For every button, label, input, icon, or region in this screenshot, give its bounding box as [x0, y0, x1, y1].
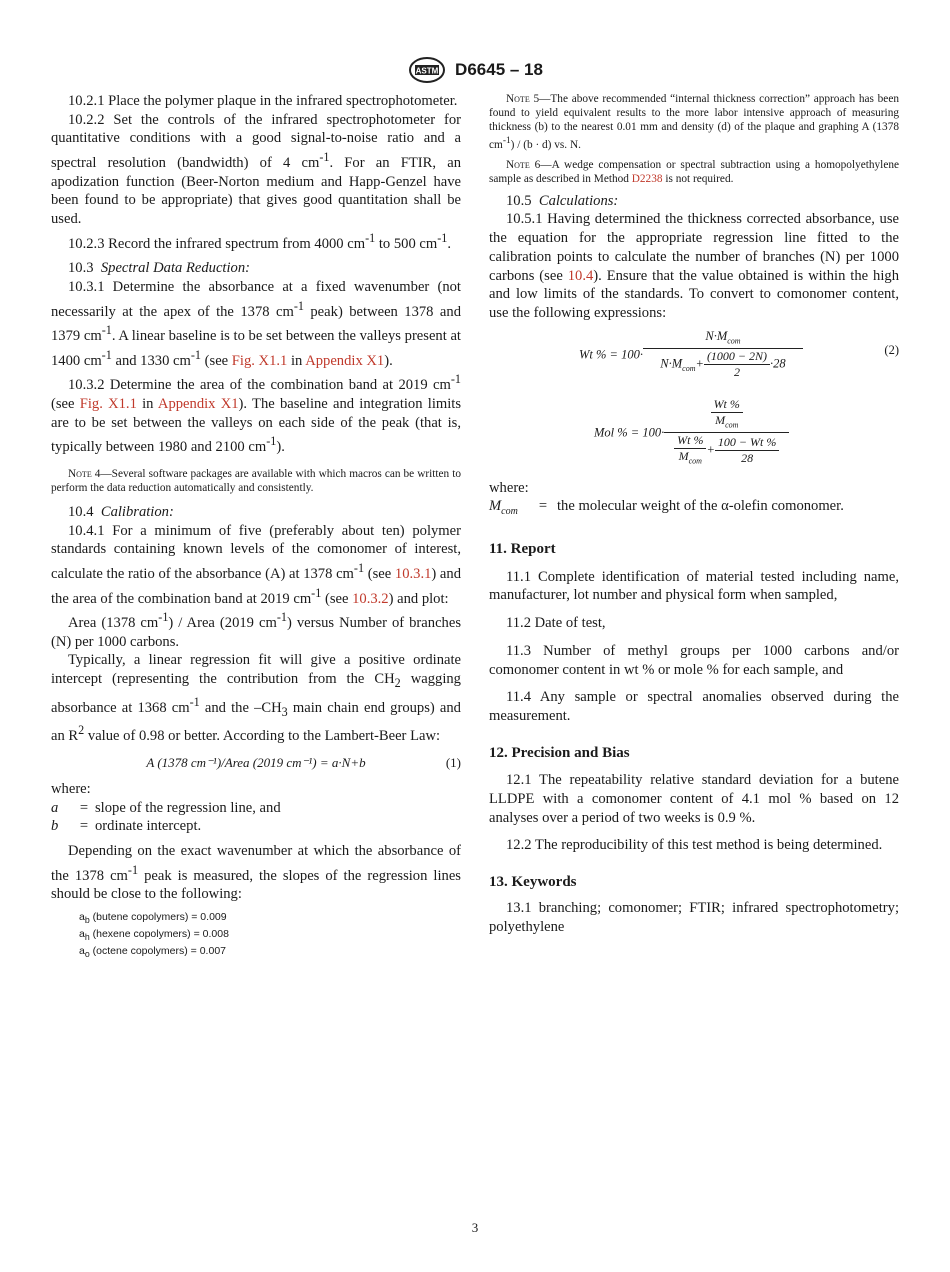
ref-10-3-2-link[interactable]: 10.3.2 [352, 590, 389, 607]
designation: D6645 – 18 [455, 60, 543, 79]
where-label-2: where: [489, 479, 529, 496]
section-11-heading: 11. Report [489, 541, 556, 557]
svg-text:ASTM: ASTM [415, 66, 439, 76]
para-slopes: Depending on the exact wavenumber at which the absorbance of the 1378 $cm^{-1}$ peak is measured, the slopes of the regression lines should be close to the following: [51, 842, 461, 903]
note-6: Note 6—A wedge compensation or spectral subtraction using a homopolyethylene sample as described in Method D2238 is not required. [489, 158, 899, 185]
def-b: b = ordinate intercept. [51, 818, 202, 835]
para-12-1: 12.1 The repeatability relative standard deviation for a butene LLDPE with a comonomer content of 4.1 mol % based on 12 analyses over a period of two weeks is 0.9 %. [489, 772, 899, 826]
note-4: Note 4—Several software packages are available with which macros can be written to perform the data reduction automatically and consistently. [51, 467, 461, 494]
section-10-3: 10.3 Spectral Data Reduction: [68, 260, 250, 277]
section-10-5: 10.5 Calculations: [506, 192, 619, 209]
para-13-1: 13.1 branching; comonomer; FTIR; infrared spectrophotometry; polyethylene [489, 899, 899, 935]
mcom-definition: $M_{com}$ = the molecular weight of the α-olefin comonomer. [489, 498, 844, 518]
fig-x1-1-link-2[interactable]: Fig. X1.1 [79, 396, 137, 412]
note-5: Note 5—The above recommended “internal thickness correction” approach has been found to yield equivalent results to the more labor intensive approach of measuring thickness (b) to the nearest 0.01 mm and density (d) of the plaque and graphing A (1378 $cm^{-1}) / (b \cdot d)$ vs. N. [489, 93, 899, 151]
page-number: 3 [471, 1220, 479, 1235]
para-10-5-1: 10.5.1 Having determined the thickness corrected absorbance, use the equation for the appropriate regression line fitted to the calibration points to calculate the number of branches (N) per 1000 carbons (see 10.4). Ensure that the value obtained is within the high and low limits of the standards. To convert to comonomer content, use the following expressions: [489, 211, 899, 321]
d2238-link[interactable]: D2238 [631, 172, 663, 185]
para-10-2-3: 10.2.3 Record the infrared spectrum from 4000 $cm^{-1}$ to 500 $cm^{-1}$. [68, 230, 452, 252]
para-10-2-1: 10.2.1 Place the polymer plaque in the infrared spectrophotometer. [68, 93, 458, 109]
equation-3: Mol % = 100· $\frac{Wt \%}{M_{com}}$ $\frac{Wt \%}{M_{com}}$ + $\frac{100 - Wt \%}{28}$ [489, 397, 899, 477]
para-plot: Area (1378 $cm^{-1}$) / Area (2019 $cm^{-1}$) versus Number of branches (N) per 1000 carbons. [51, 610, 461, 650]
where-label: where: [51, 780, 91, 797]
equation-1: A (1378 cm⁻¹)/Area (2019 cm⁻¹) = a·N+b (1) [146, 754, 461, 770]
section-12-heading: 12. Precision and Bias [489, 744, 630, 761]
section-10-4: 10.4 Calibration: [68, 503, 174, 520]
def-a: a = slope of the regression line, and [51, 799, 281, 816]
slope-butene: $a_b$ (butene copolymers) = 0.009 [79, 910, 227, 925]
para-10-4-1: 10.4.1 For a minimum of five (preferably about ten) polymer standards containing known levels of the comonomer of interest, calculate the ratio of the absorbance (A) at 1378 $cm^{-1}$ (see 10.3.1) and the area of the combination band at 2019 $cm^{-1}$ (see 10.3.2) and plot: [51, 522, 461, 607]
equation-2: Wt % = 100· $N\cdot M_{com}$ $N\cdot M_{com}+$ $\frac{(1000 - 2N)}{2}$ ·28 (2) [579, 328, 899, 380]
para-11-4: 11.4 Any sample or spectral anomalies observed during the measurement. [489, 689, 899, 724]
para-10-2-2: 10.2.2 Set the controls of the infrared spectrophotometer for quantitative conditions with a good signal-to-noise ratio and a spectral resolution (bandwidth) of 4 $cm^{-1}$. For an FTIR, an apodization function (Beer-Norton medium and Happ-Genzel have been found to be appropriate) that gives good quantitation shall be used. [51, 111, 461, 228]
slope-list [51, 910, 461, 961]
page-header [0, 56, 950, 84]
appendix-x1-link[interactable]: Appendix X1 [305, 352, 385, 369]
left-column [51, 92, 461, 961]
section-13-heading: 13. Keywords [489, 874, 577, 891]
para-11-1: 11.1 Complete identification of material tested including name, manufacturer, lot number and physical form when sampled, [489, 568, 899, 604]
astm-logo-icon [407, 56, 447, 84]
right-column [489, 92, 899, 936]
fig-x1-1-link[interactable]: Fig. X1.1 [231, 352, 288, 369]
definition-list [51, 799, 281, 836]
slope-octene: $a_o$ (octene copolymers) = 0.007 [79, 945, 226, 960]
para-11-3: 11.3 Number of methyl groups per 1000 carbons and/or comonomer content in wt % or mole % for each sample, and [489, 642, 899, 678]
para-10-3-2: 10.3.2 Determine the area of the combination band at 2019 $cm^{-1}$ (see Fig. X1.1 in Appendix X1). The baseline and integration limits are to be set between the valleys on each side of the peak (that is, typically between 1980 and 2100 $cm^{-1}$). [51, 372, 462, 456]
para-regression: Typically, a linear regression fit will give a positive ordinate intercept (representing the contribution from the $CH_2$ wagging absorbance at 1368 $cm^{-1}$ and the $-CH_3$ main chain end groups) and an $R^2$ value of 0.98 or better. According to the Lambert-Beer Law: [51, 652, 461, 745]
appendix-x1-link-2[interactable]: Appendix X1 [157, 396, 239, 412]
ref-10-3-1-link[interactable]: 10.3.1 [394, 565, 432, 582]
para-10-3-1: 10.3.1 Determine the absorbance at a fixed wavenumber (not necessarily at the apex of the 1378 $cm^{-1}$ peak) between 1378 and 1379 $cm^{-1}$. A linear baseline is to be set between the valleys present at 1400 $cm^{-1}$ and 1330 $cm^{-1}$ (see Fig. X1.1 in Appendix X1). [51, 279, 461, 369]
para-12-2: 12.2 The reproducibility of this test method is being determined. [506, 837, 883, 854]
ref-10-4-link[interactable]: 10.4 [567, 267, 594, 284]
slope-hexene: $a_h$ (hexene copolymers) = 0.008 [79, 927, 229, 943]
para-11-2: 11.2 Date of test, [506, 615, 606, 632]
